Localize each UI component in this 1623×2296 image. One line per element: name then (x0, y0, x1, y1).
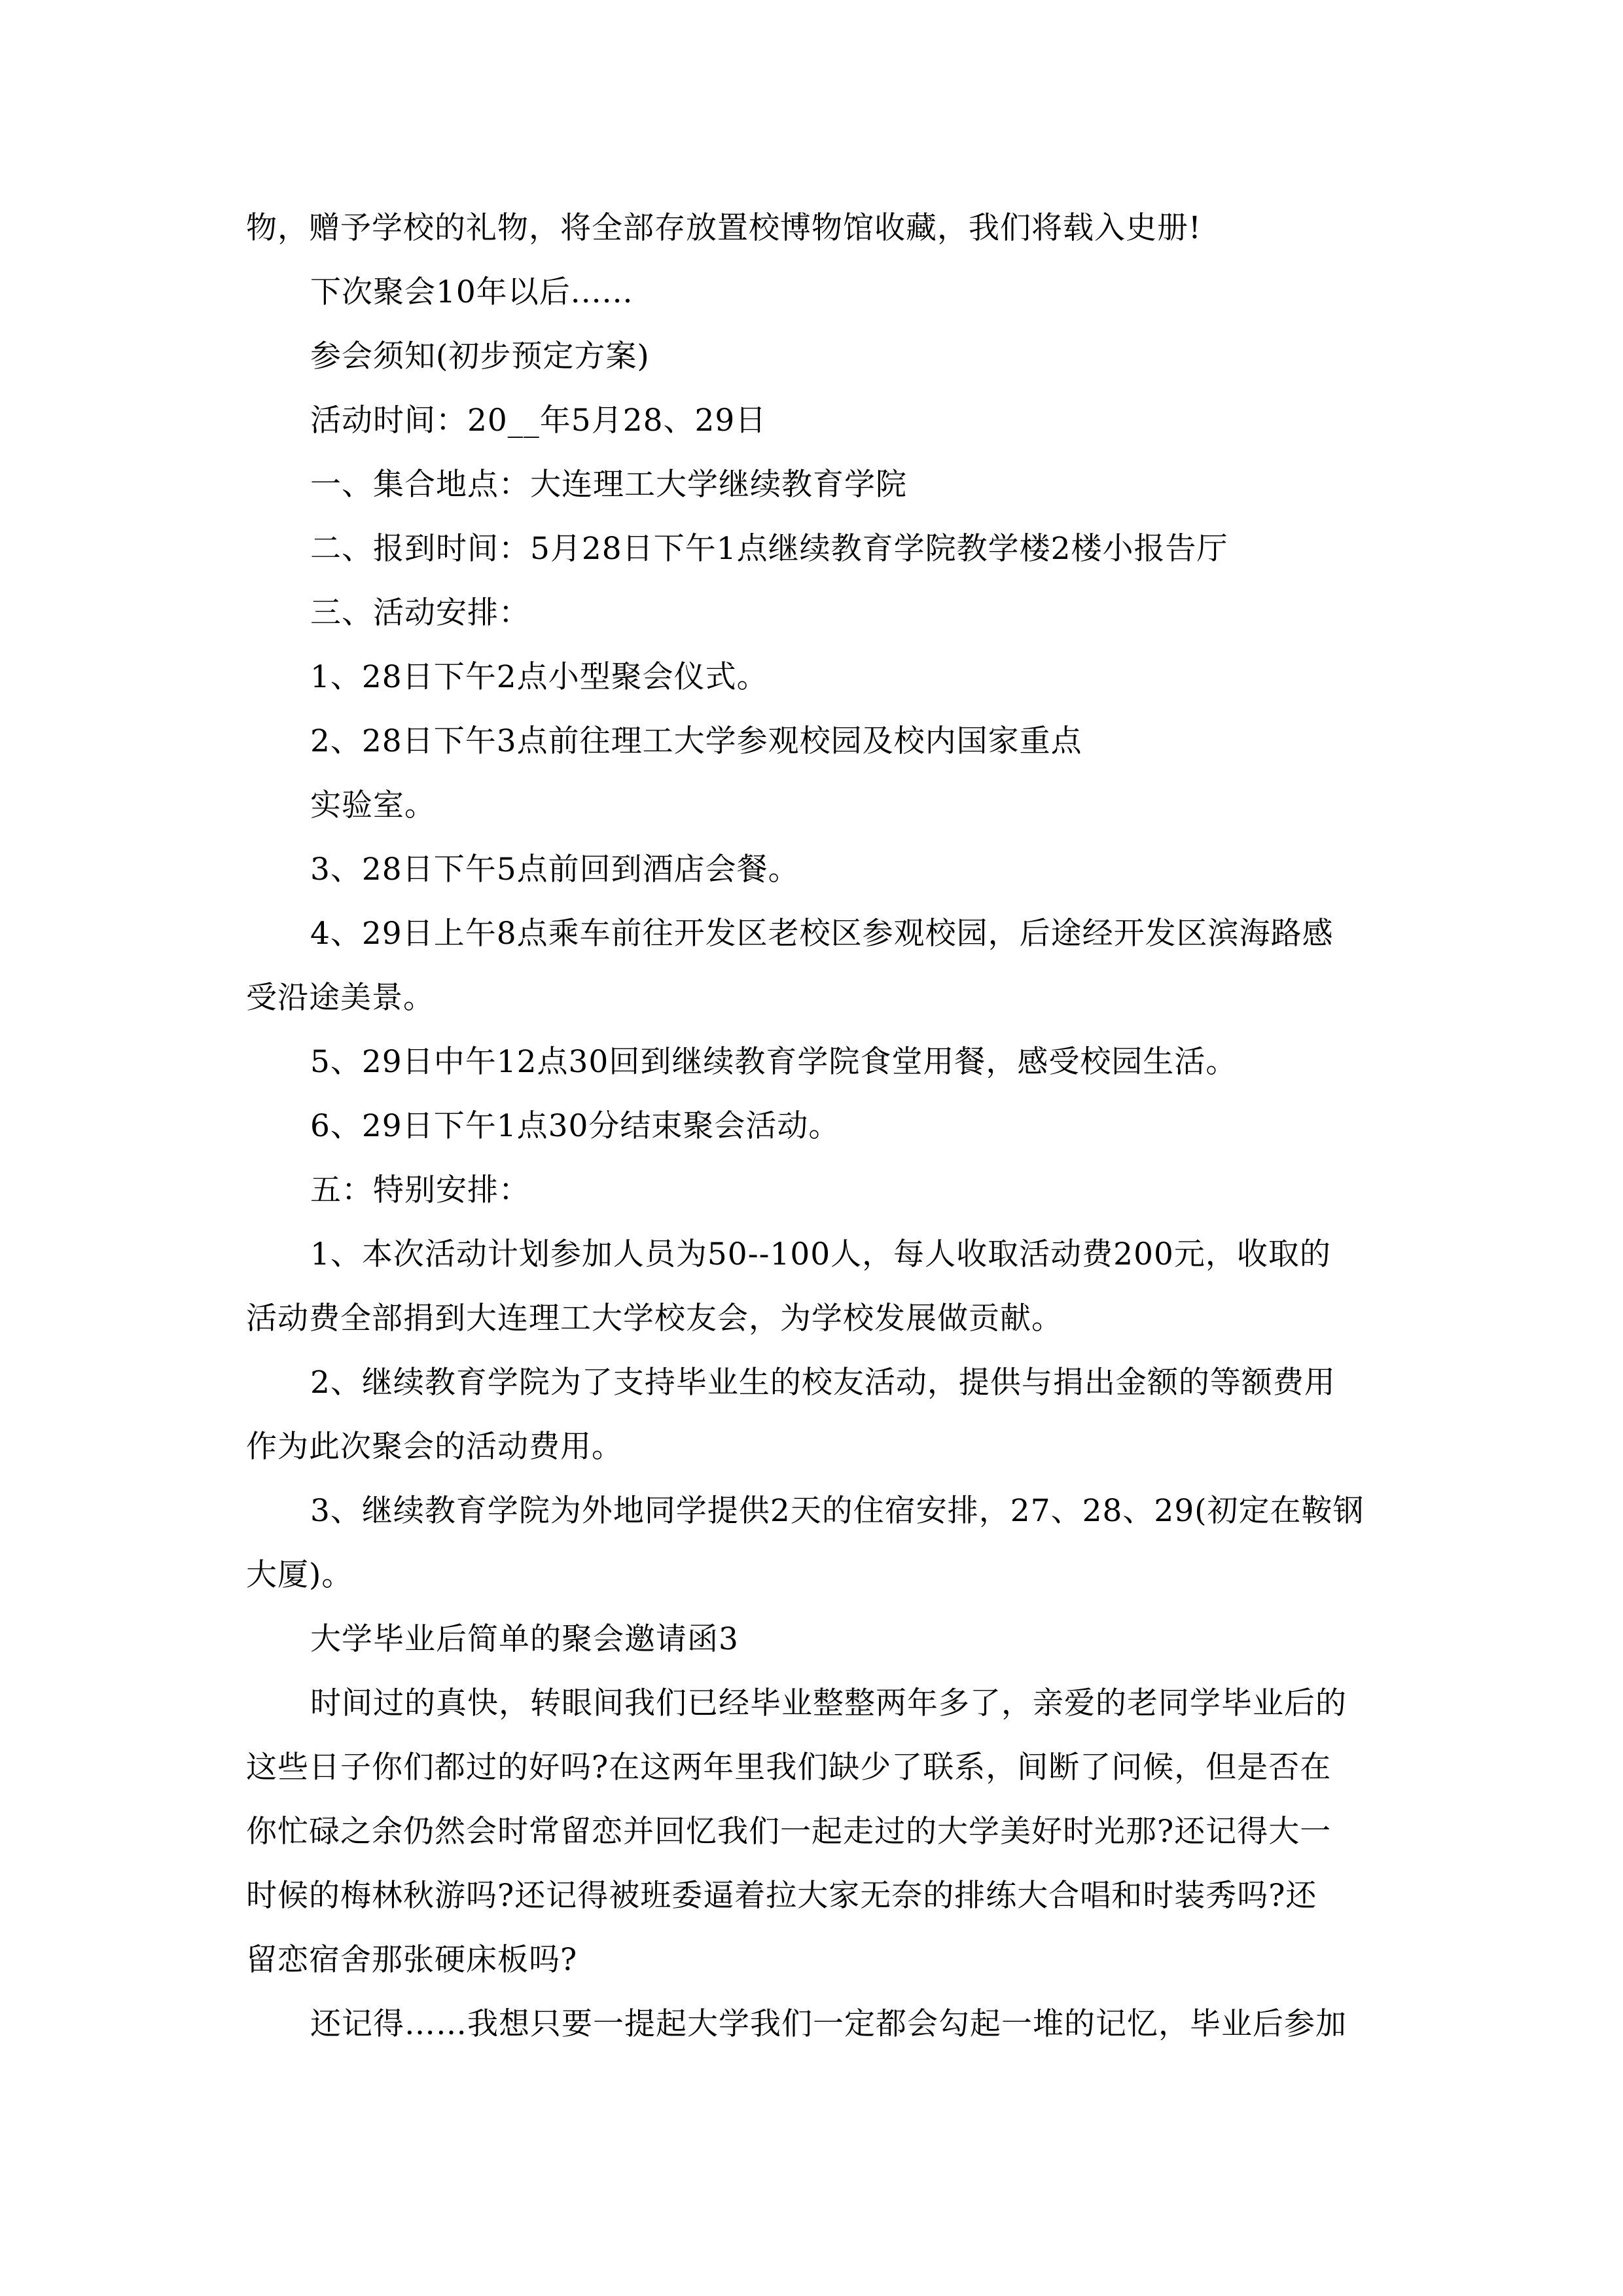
text-line: 活动费全部捐到大连理工大学校友会，为学校发展做贡献。 (246, 1300, 1063, 1336)
list-item: 5、29日中午12点30回到继续教育学院食堂用餐，感受校园生活。 (310, 1044, 1238, 1080)
paragraph-line: 时间过的真快，转眼间我们已经毕业整整两年多了，亲爱的老同学毕业后的 (310, 1685, 1347, 1721)
list-item: 2、继续教育学院为了支持毕业生的校友活动，提供与捐出金额的等额费用 (310, 1365, 1336, 1401)
text-line: 物，赠予学校的礼物，将全部存放置校博物馆收藏，我们将载入史册! (246, 210, 1202, 246)
paragraph-line: 留恋宿舍那张硬床板吗? (246, 1942, 578, 1978)
list-item: 6、29日下午1点30分结束聚会活动。 (310, 1108, 840, 1144)
text-line: 二、报到时间：5月28日下午1点继续教育学院教学楼2楼小报告厅 (310, 531, 1228, 567)
text-line: 大厦)。 (246, 1557, 353, 1593)
section-heading: 参会须知(初步预定方案) (310, 338, 650, 374)
list-item: 1、本次活动计划参加人员为50--100人，每人收取活动费200元，收取的 (310, 1236, 1331, 1272)
list-item: 3、28日下午5点前回到酒店会餐。 (310, 852, 800, 888)
list-item: 2、28日下午3点前往理工大学参观校园及校内国家重点 (310, 723, 1082, 759)
document-body (246, 196, 1378, 2056)
section-title: 大学毕业后简单的聚会邀请函3 (310, 1621, 739, 1657)
paragraph-line: 时候的梅林秋游吗?还记得被班委逼着拉大家无奈的排练大合唱和时装秀吗?还 (246, 1878, 1317, 1914)
paragraph-line: 这些日子你们都过的好吗?在这两年里我们缺少了联系，间断了问候，但是否在 (246, 1749, 1332, 1785)
section-heading: 五：特别安排： (310, 1172, 530, 1208)
list-item: 4、29日上午8点乘车前往开发区老校区参观校园，后途经开发区滨海路感 (310, 916, 1334, 952)
text-line: 下次聚会10年以后...... (310, 274, 633, 310)
paragraph-line: 还记得……我想只要一提起大学我们一定都会勾起一堆的记忆，毕业后参加 (310, 2006, 1347, 2042)
text-line: 一、集合地点：大连理工大学继续教育学院 (310, 467, 907, 503)
paragraph-line: 你忙碌之余仍然会时常留恋并回忆我们一起走过的大学美好时光那?还记得大一 (246, 1814, 1332, 1850)
list-item: 3、继续教育学院为外地同学提供2天的住宿安排，27、28、29(初定在鞍钢 (310, 1493, 1364, 1529)
text-line: 活动时间：20__年5月28、29日 (310, 403, 767, 439)
text-line: 实验室。 (310, 787, 436, 823)
section-heading: 三、活动安排： (310, 595, 530, 631)
list-item: 1、28日下午2点小型聚会仪式。 (310, 659, 768, 695)
text-line: 受沿途美景。 (246, 980, 435, 1016)
text-line: 作为此次聚会的活动费用。 (246, 1429, 623, 1465)
